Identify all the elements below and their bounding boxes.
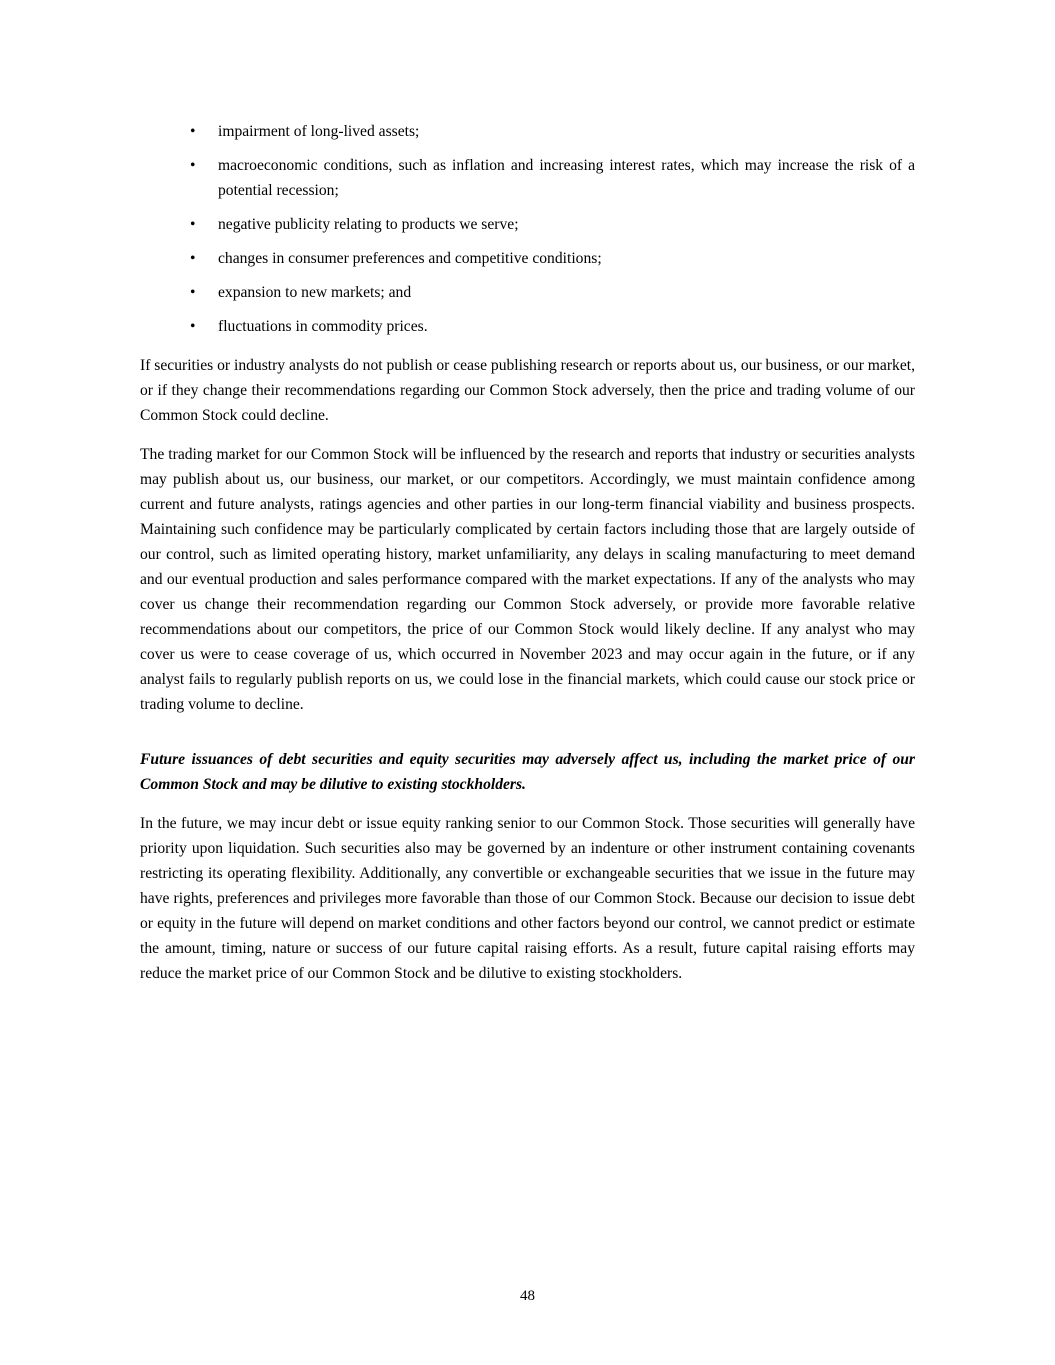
list-item (140, 314, 915, 339)
bullet-text: fluctuations in commodity prices. (218, 318, 428, 335)
bullet-marker: • (190, 216, 196, 233)
section-heading-future-issuances: Future issuances of debt securities and equity securities may adversely affect us, including the market price of our Common Stock and may be dilutive to existing stockholders. (140, 751, 915, 793)
bullet-marker: • (190, 284, 196, 301)
paragraph-future-debt-equity: In the future, we may incur debt or issue equity ranking senior to our Common Stock. Those securities will generally have priority upon liquidation. Such securities also may be governed by an indenture or other instrument containing covenants restricting its operating flexibility. Additionally, any convertible or exchangeable securities that we issue in the future may have rights, preferences and privileges more favorable than those of our Common Stock. Because our decision to issue debt or equity in the future will depend on market conditions and other factors beyond our control, we cannot predict or estimate the amount, timing, nature or success of our future capital raising efforts. As a result, future capital raising efforts may reduce the market price of our Common Stock and be dilutive to existing stockholders. (140, 815, 915, 982)
list-item (140, 280, 915, 305)
list-item (140, 212, 915, 237)
list-item (140, 119, 915, 144)
risk-bullet-list (140, 119, 915, 339)
paragraph-analysts-publish: If securities or industry analysts do not publish or cease publishing research or reports about us, our business, or our market, or if they change their recommendations regarding our Common Stock adversely, then the price and trading volume of our Common Stock could decline. (140, 357, 915, 424)
bullet-text: impairment of long-lived assets; (218, 123, 420, 140)
bullet-text: expansion to new markets; and (218, 284, 412, 301)
bullet-marker: • (190, 123, 196, 140)
paragraph-trading-market: The trading market for our Common Stock will be influenced by the research and reports that industry or securities analysts may publish about us, our business, our market, or our competitors. Accordingly, we must maintain confidence among current and future analysts, ratings agencies and other parties in our long-term financial viability and business prospects. Maintaining such confidence may be particularly complicated by certain factors including those that are largely outside of our control, such as limited operating history, market unfamiliarity, any delays in scaling manufacturing to meet demand and our eventual production and sales performance compared with the market expectations. If any of the analysts who may cover us change their recommendation regarding our Common Stock adversely, or provide more favorable relative recommendations about our competitors, the price of our Common Stock would likely decline. If any analyst who may cover us were to cease coverage of us, which occurred in November 2023 and may occur again in the future, or if any analyst fails to regularly publish reports on us, we could lose in the financial markets, which could cause our stock price or trading volume to decline. (140, 446, 915, 713)
bullet-text: negative publicity relating to products we serve; (218, 216, 519, 233)
list-item (140, 153, 915, 203)
bullet-marker: • (190, 157, 196, 174)
bullet-marker: • (190, 250, 196, 267)
bullet-text: macroeconomic conditions, such as inflation and increasing interest rates, which may increase the risk of a potential recession; (218, 157, 915, 199)
bullet-marker: • (190, 318, 196, 335)
bullet-text: changes in consumer preferences and competitive conditions; (218, 250, 602, 267)
list-item (140, 246, 915, 271)
page-number: 48 (520, 1288, 535, 1304)
